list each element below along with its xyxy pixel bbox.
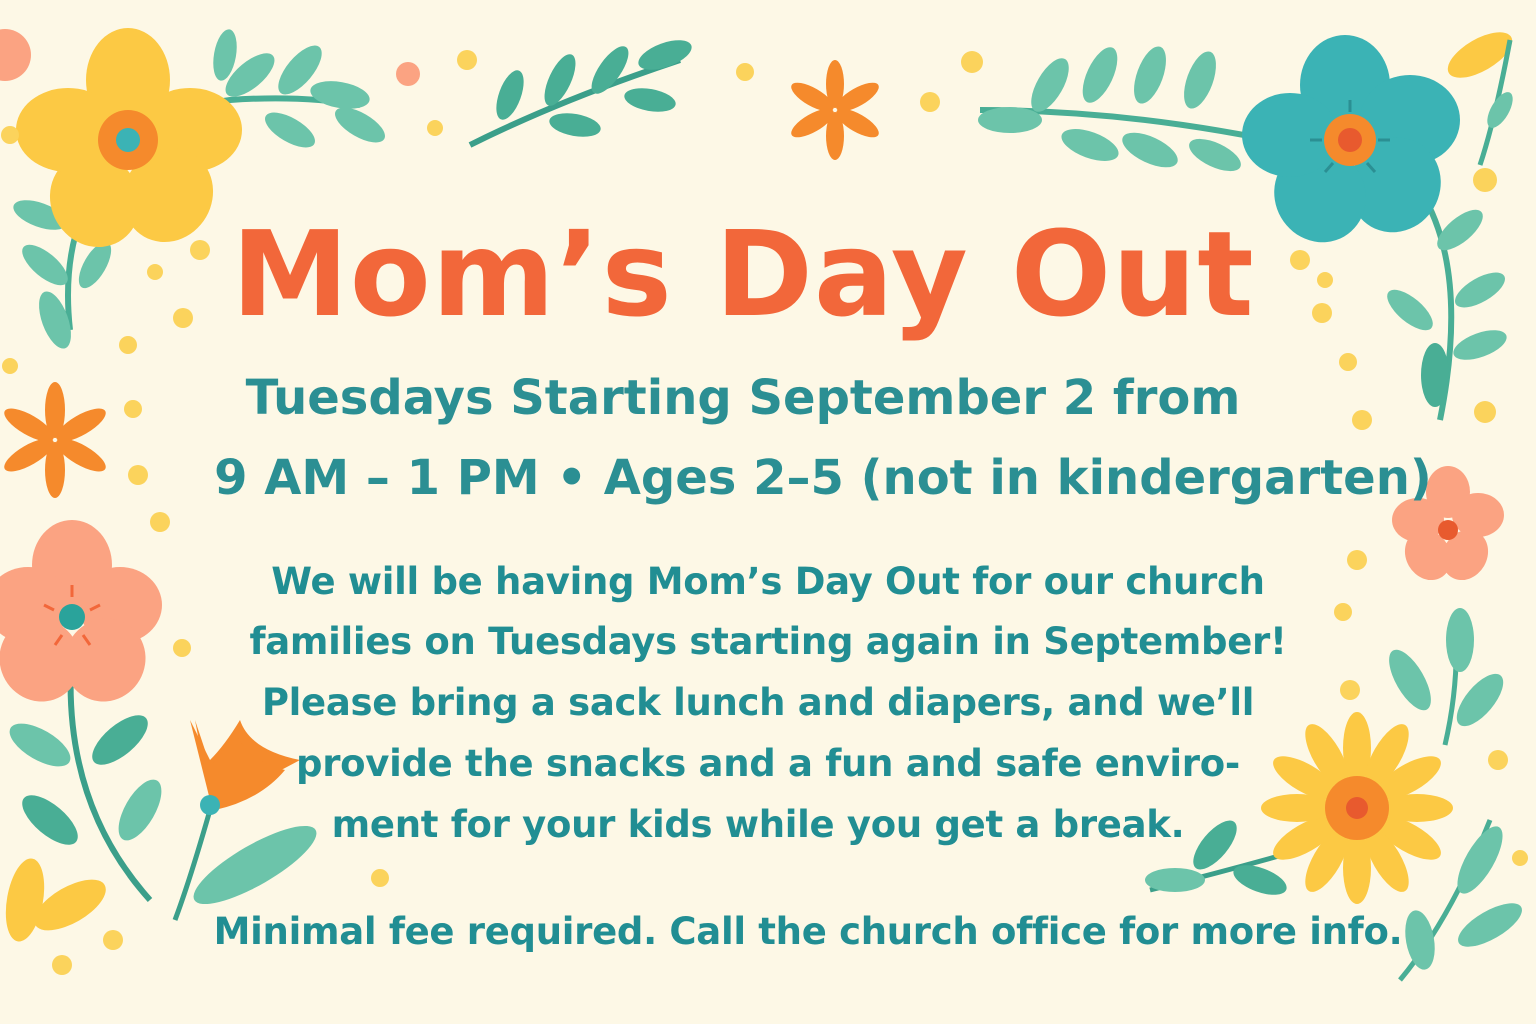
orange-starburst-icon <box>787 60 883 160</box>
peach-dot-icon <box>396 62 420 86</box>
page-title: Mom’s Day Out <box>231 205 1255 343</box>
description-line: We will be having Mom’s Day Out for our church <box>271 560 1265 603</box>
yellow-leaf-icon <box>1441 23 1519 165</box>
description-line: Please bring a sack lunch and diapers, and we’ll <box>261 681 1255 724</box>
leaf-sprig-icon <box>470 34 695 145</box>
description-line: families on Tuesdays starting again in September! <box>249 620 1287 663</box>
footer-note: Minimal fee required. Call the church office for more info. <box>213 910 1403 953</box>
peach-dot-icon <box>0 29 31 81</box>
schedule-line-1: Tuesdays Starting September 2 from <box>245 370 1241 426</box>
description-line: ment for your kids while you get a break. <box>331 803 1185 846</box>
description-line: provide the snacks and a fun and safe enviro- <box>296 742 1240 785</box>
schedule-line-2: 9 AM – 1 PM • Ages 2–5 (not in kindergarten) <box>214 450 1432 506</box>
leaf-sprig-icon <box>978 42 1270 177</box>
